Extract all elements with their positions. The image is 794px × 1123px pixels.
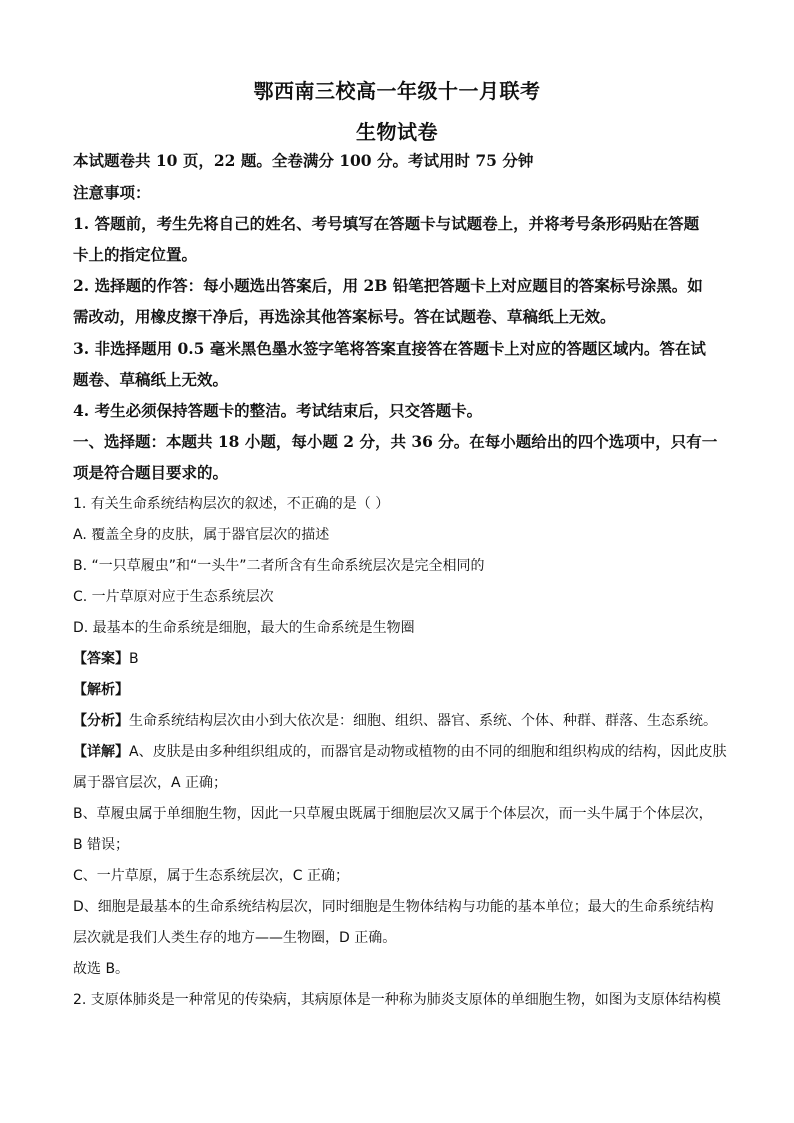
exam-title: 鄂西南三校高一年级十一月联考 <box>253 79 541 103</box>
explain-line: C、一片草原，属于生态系统层次，C 正确； <box>73 868 349 884</box>
question-1-stem: 1. 有关生命系统结构层次的叙述，不正确的是（ ） <box>73 496 390 512</box>
explain-line: B、草履虫属于单细胞生物，因此一只草履虫既属于细胞层次又属于个体层次，而一头牛属于个体层次， <box>73 806 713 822</box>
notice-line: 1. 答题前，考生先将自己的姓名、考号填写在答题卡与试题卷上，并将考号条形码贴在答题 <box>73 214 700 233</box>
explain-line: B 错误； <box>73 837 130 853</box>
explain-line: 层次就是我们人类生存的地方——生物圈，D 正确。 <box>73 930 397 946</box>
notice-line: 3. 非选择题用 0.5 毫米黑色墨水签字笔将答案直接答在答题卡上对应的答题区域内。答在试 <box>73 339 706 358</box>
exam-subject: 生物试卷 <box>356 120 438 144</box>
question-1-answer <box>73 649 723 669</box>
question-1-option-d: D. 最基本的生命系统是细胞，最大的生命系统是生物圈 <box>73 620 415 636</box>
question-1-option-a: A. 覆盖全身的皮肤，属于器官层次的描述 <box>73 527 330 543</box>
notice-heading: 注意事项： <box>73 183 151 202</box>
notice-line: 4. 考生必须保持答题卡的整洁。考试结束后，只交答题卡。 <box>73 401 483 420</box>
section-heading: 项是符合题目要求的。 <box>73 463 229 482</box>
fenxi-text: 生命系统结构层次由小到大依次是：细胞、组织、器官、系统、个体、种群、群落、生态系统。 <box>129 713 717 729</box>
notice-line: 需改动，用橡皮擦干净后，再选涂其他答案标号。答在试题卷、草稿纸上无效。 <box>73 307 616 326</box>
question-1-analysis-tag: 【解析】 <box>73 682 129 698</box>
exam-info: 本试题卷共 10 页，22 题。全卷满分 100 分。考试用时 75 分钟 <box>73 151 534 170</box>
fenxi-tag: 【分析】 <box>73 713 129 729</box>
notice-line: 卡上的指定位置。 <box>73 245 198 264</box>
xiangjie-text: A、皮肤是由多种组织组成的，而器官是动物或植物的由不同的细胞和组织构成的结构，因此皮肤 <box>129 744 727 760</box>
section-heading: 一、选择题：本题共 18 小题，每小题 2 分，共 36 分。在每小题给出的四个选项中，只有一 <box>73 432 718 451</box>
question-1-option-b: B. “一只草履虫”和“一头牛”二者所含有生命系统层次是完全相同的 <box>73 558 485 574</box>
answer-tag: 【答案】 <box>73 651 129 667</box>
answer-value: B <box>129 651 139 667</box>
question-1-option-c: C. 一片草原对应于生态系统层次 <box>73 589 274 605</box>
explain-line: 故选 B。 <box>73 961 130 977</box>
explain-line: 属于器官层次，A 正确； <box>73 775 228 791</box>
notice-line: 题卷、草稿纸上无效。 <box>73 370 229 389</box>
notice-line: 2. 选择题的作答：每小题选出答案后，用 2B 铅笔把答题卡上对应题目的答案标号涂黑。如 <box>73 276 703 295</box>
xiangjie-tag: 【详解】 <box>73 744 129 760</box>
question-1-fenxi <box>73 711 723 731</box>
question-1-xiangjie <box>73 742 727 762</box>
question-2-stem: 2. 支原体肺炎是一种常见的传染病，其病原体是一种称为肺炎支原体的单细胞生物，如图为支原体结构模 <box>73 992 721 1008</box>
explain-line: D、细胞是最基本的生命系统结构层次，同时细胞是生物体结构与功能的基本单位；最大的生命系统结构 <box>73 899 714 915</box>
